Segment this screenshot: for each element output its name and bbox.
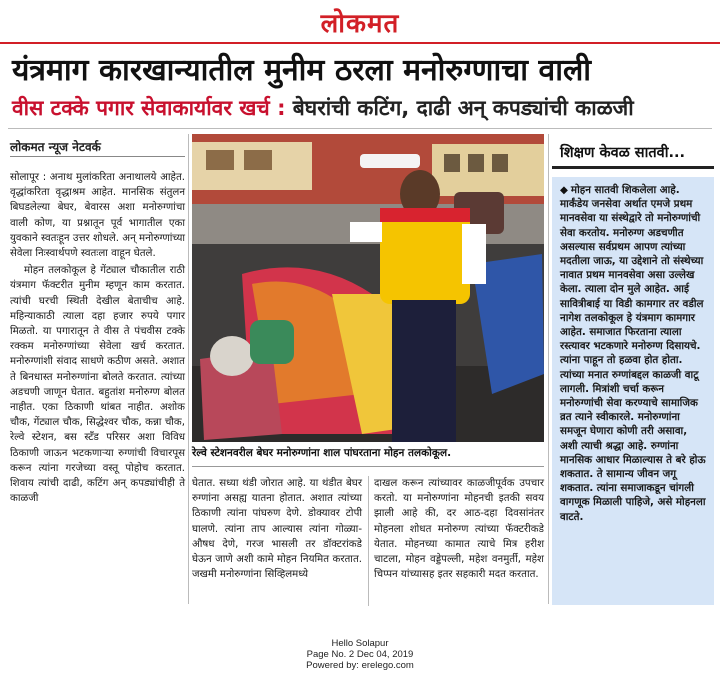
byline-rule <box>10 156 185 157</box>
column-divider <box>188 134 189 604</box>
caption-rule <box>192 466 544 467</box>
article-paragraph: सोलापूर : अनाथ मुलांकरिता अनाथालये आहेत. वृद्धांकरिता वृद्धाश्रम आहेत. मानसिक संतुलन बिघडलेल्या बेघर, बेवारस अशा मनोरुग्णांचा वाली कोण, या प्रश्नातून पूर्व भागातील एका युवकाने स्वतःहून उत्तर शोधले. अन् मनोरुग्णांच्या सेवेला निःस्वार्थपणे स्वतःला वाहून घेतले. <box>10 172 185 260</box>
column-divider <box>368 476 369 606</box>
page-footer <box>0 638 720 671</box>
bullet-icon: ◆ <box>560 184 568 196</box>
masthead-rule <box>0 42 720 44</box>
sidebar-body <box>552 177 714 605</box>
photo-illustration <box>192 134 544 442</box>
article-column-3: दाखल करून त्यांच्यावर काळजीपूर्वक उपचार करतो. या मनोरुग्णांना मोहनची इतकी सवय झाली आहे की, दर आठ-दहा दिवसांनंतर मोहनला शोधत मनोरुग्ण त्यांच्या फॅक्टरीकडे येतात. मोहनच्या कामात त्याचे मित्र हरीश चाटला, मोहन वड्डेपल्ली, महेश वनमुर्ती, महेश चिप्पन यांच्यासह इतर सहकारी मदत करतात. <box>374 478 544 581</box>
subheadline <box>12 94 712 122</box>
sidebar-title: शिक्षण केवळ सातवी... <box>552 138 714 169</box>
sidebar-box <box>552 138 714 604</box>
headline-divider <box>8 128 712 129</box>
headline: यंत्रमाग कारखान्यातील मुनीम ठरला मनोरुग्णाचा वाली <box>12 53 592 88</box>
newspaper-logo: लोकमत <box>320 9 400 39</box>
article-paragraph: मोहन तलकोकूल हे गेंट्याल चौकातील राठी यंत्रमाग फॅक्टरीत मुनीम म्हणून काम करतात. त्यांची घरची स्थिती देखील बेताचीच आहे. महिन्याकाठी त्याला दहा हजार रुपये पगार मिळतो. या पगारातून ते वीस ते पंचवीस टक्के रक्कम मनोरुग्णांच्या सेवेला खर्च करतात. मनोरुग्णांशी संवाद साधणे कठीण असते. अशात ते बिनधास्त मनोरुग्णांना बोलते करतात. त्यांच्या अडचणी जाणून घेतात. बहुतांश मनोरुग्ण बोलत नाहीत. एका ठिकाणी थांबत नाहीत. अशोक चौक, गेंट्याल चौक, सिद्धेश्वर चौक, कन्ना चौक, रेल्वे स्टेशन, बस स्टँड परिसर अशा विविध ठिकाणी जाऊन भटकणाऱ्या रुग्णांची विचारपूस करून त्यांना गरजेच्या वस्तू पोहोच करतात. शिवाय त्यांची दाढी, कटिंग अन् कपड्यांचीही ते काळजी <box>10 265 185 505</box>
article-column-2: घेतात. सध्या थंडी जोरात आहे. या थंडीत बेघर रुग्णांना असह्य यातना होतात. अशात त्यांच्या ठिकाणी त्यांना पांघरुण देणे. डोक्यावर टोपी घालणे. त्यांना ताप आल्यास त्यांना गोळ्या-औषध देणे, गरज भासली तर डॉक्टरांकडे घेऊन जाणे अशी कामे मोहन नियमित करतात. जखमी मनोरुग्णांना सिव्हिलमध्ये <box>192 478 362 581</box>
column-divider <box>548 134 549 604</box>
article-column-1 <box>10 170 185 508</box>
subheadline-red: वीस टक्के पगार सेवाकार्यावर खर्च : <box>12 96 286 120</box>
footer-edition: Hello Solapur <box>331 638 389 649</box>
footer-page-date: Page No. 2 Dec 04, 2019 <box>306 649 414 660</box>
masthead <box>0 0 720 44</box>
footer-powered-by: Powered by: erelego.com <box>306 660 414 671</box>
sidebar-text: मोहन सातवी शिकलेला आहे. मार्कंडेय जनसेवा अर्थात एमजे प्रथम मानवसेवा या संस्थेद्वारे तो मनोरुग्णांची सेवा करतोय. मनोरुग्ण अडचणीत असल्यास सर्वप्रथम आपण त्यांच्या मदतीला जाऊ, या उद्देशाने तो संस्थेच्या नावात प्रथम मानवसेवा असा उल्लेख केला. त्याला दोन मुले आहेत. आई सावित्रीबाई या विडी कामगार तर वडील नागेश तलकोकूल हे यंत्रमाग कामगार आहेत. समाजात फिरताना त्याला रस्त्यावर भटकणारे मनोरुग्ण दिसायचे. त्यांना पाहून तो हळवा होत होता. त्यांच्या मनात रुग्णांबद्दल काळजी वाटू लागली. मित्रांशी चर्चा करून मनोरुग्णांची सेवा करण्याचे सामाजिक व्रत त्याने स्वीकारले. मनोरुग्णांना समजून घेणारा कोणी तरी असावा, अशी त्याची श्रद्धा आहे. रुग्णांना मानसिक आधार मिळाल्यास ते बरे होऊ शकतात. ते सामान्य जीवन जगू शकतात. त्यांना समाजाकडून चांगली वागणूक मिळाली पाहिजे, असे मोहनला वाटते. <box>560 184 706 523</box>
news-photo <box>192 134 544 442</box>
byline: लोकमत न्यूज नेटवर्क <box>10 140 101 154</box>
photo-caption: रेल्वे स्टेशनवरील बेघर मनोरुग्णांना शाल पांघरताना मोहन तलकोकूल. <box>192 447 452 459</box>
subheadline-dark: बेघरांची कटिंग, दाढी अन् कपड्यांची काळजी <box>285 96 634 120</box>
